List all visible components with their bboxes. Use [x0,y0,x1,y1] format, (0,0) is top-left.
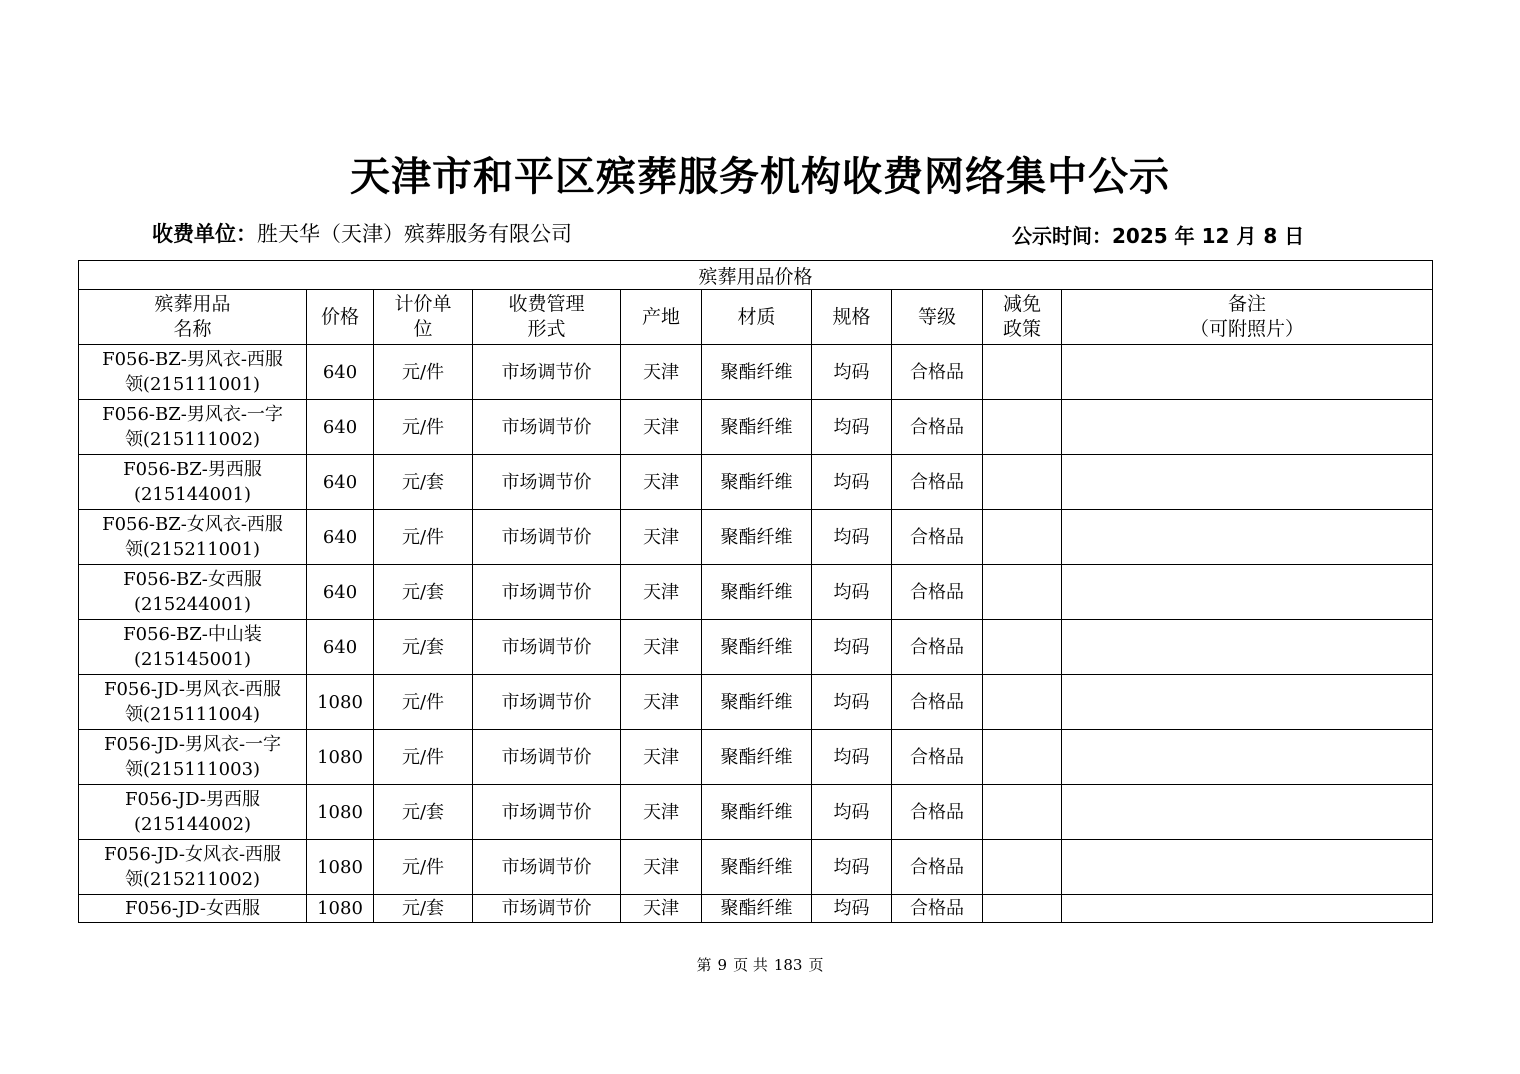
cell-grade: 合格品 [892,345,983,400]
cell-unit: 元/套 [374,785,473,840]
table-row [79,620,1433,675]
cell-name: F056-BZ-男风衣-西服 领(215111001) [79,345,307,400]
cell-spec: 均码 [812,895,892,923]
cell-spec: 均码 [812,675,892,730]
cell-mgmt: 市场调节价 [473,455,621,510]
charging-unit-name: 胜天华（天津）殡葬服务有限公司 [257,222,572,246]
cell-origin: 天津 [621,840,702,895]
cell-name: F056-JD-男西服 (215144002) [79,785,307,840]
cell-spec: 均码 [812,620,892,675]
cell-remark [1062,895,1433,923]
cell-spec: 均码 [812,345,892,400]
header-exempt: 减免 政策 [983,290,1062,345]
price-table [78,260,1433,923]
cell-origin: 天津 [621,400,702,455]
cell-price: 640 [307,565,374,620]
header-origin: 产地 [621,290,702,345]
cell-material: 聚酯纤维 [702,730,812,785]
cell-price: 1080 [307,675,374,730]
header-material: 材质 [702,290,812,345]
cell-price: 1080 [307,895,374,923]
cell-exempt [983,620,1062,675]
cell-remark [1062,675,1433,730]
cell-grade: 合格品 [892,620,983,675]
cell-price: 640 [307,510,374,565]
cell-mgmt: 市场调节价 [473,785,621,840]
cell-mgmt: 市场调节价 [473,400,621,455]
publish-date-label: 公示时间： [1012,224,1112,248]
cell-exempt [983,345,1062,400]
section-title: 殡葬用品价格 [79,261,1433,290]
table-row [79,730,1433,785]
cell-material: 聚酯纤维 [702,510,812,565]
cell-grade: 合格品 [892,565,983,620]
cell-unit: 元/套 [374,620,473,675]
cell-origin: 天津 [621,510,702,565]
header-unit: 计价单 位 [374,290,473,345]
cell-spec: 均码 [812,455,892,510]
cell-grade: 合格品 [892,840,983,895]
cell-remark [1062,620,1433,675]
table-row [79,895,1433,923]
charging-unit [152,218,572,248]
cell-remark [1062,345,1433,400]
cell-mgmt: 市场调节价 [473,840,621,895]
cell-material: 聚酯纤维 [702,400,812,455]
cell-price: 1080 [307,785,374,840]
cell-name: F056-JD-女西服 [79,895,307,923]
cell-grade: 合格品 [892,895,983,923]
table-row [79,840,1433,895]
cell-remark [1062,565,1433,620]
cell-unit: 元/件 [374,510,473,565]
charging-unit-label: 收费单位： [152,222,257,246]
cell-exempt [983,675,1062,730]
cell-name: F056-JD-男风衣-西服 领(215111004) [79,675,307,730]
cell-mgmt: 市场调节价 [473,565,621,620]
cell-unit: 元/套 [374,565,473,620]
cell-name: F056-BZ-中山装 (215145001) [79,620,307,675]
page-footer: 第 9 页 共 183 页 [696,956,824,974]
cell-unit: 元/件 [374,840,473,895]
cell-material: 聚酯纤维 [702,565,812,620]
cell-remark [1062,510,1433,565]
header-grade: 等级 [892,290,983,345]
cell-material: 聚酯纤维 [702,785,812,840]
cell-price: 640 [307,455,374,510]
cell-grade: 合格品 [892,675,983,730]
cell-material: 聚酯纤维 [702,840,812,895]
cell-spec: 均码 [812,565,892,620]
cell-remark [1062,455,1433,510]
cell-remark [1062,730,1433,785]
cell-origin: 天津 [621,620,702,675]
cell-unit: 元/件 [374,675,473,730]
cell-grade: 合格品 [892,785,983,840]
total-pages: 183 [773,956,803,974]
table-row [79,675,1433,730]
cell-grade: 合格品 [892,730,983,785]
cell-mgmt: 市场调节价 [473,730,621,785]
cell-origin: 天津 [621,455,702,510]
header-remark: 备注 （可附照片） [1062,290,1433,345]
cell-exempt [983,785,1062,840]
cell-name: F056-BZ-女西服 (215244001) [79,565,307,620]
table-row [79,455,1433,510]
cell-mgmt: 市场调节价 [473,895,621,923]
table-row [79,565,1433,620]
cell-exempt [983,510,1062,565]
cell-material: 聚酯纤维 [702,620,812,675]
cell-origin: 天津 [621,785,702,840]
cell-spec: 均码 [812,840,892,895]
cell-exempt [983,565,1062,620]
header-price: 价格 [307,290,374,345]
page-title: 天津市和平区殡葬服务机构收费网络集中公示 [350,153,1170,200]
table-row [79,400,1433,455]
cell-material: 聚酯纤维 [702,345,812,400]
cell-price: 640 [307,620,374,675]
cell-material: 聚酯纤维 [702,895,812,923]
cell-exempt [983,400,1062,455]
cell-spec: 均码 [812,730,892,785]
cell-price: 640 [307,400,374,455]
cell-spec: 均码 [812,785,892,840]
cell-price: 1080 [307,730,374,785]
cell-unit: 元/件 [374,730,473,785]
cell-material: 聚酯纤维 [702,675,812,730]
column-header-row [79,290,1433,345]
table-row [79,510,1433,565]
current-page: 9 [717,956,728,974]
cell-mgmt: 市场调节价 [473,620,621,675]
cell-name: F056-BZ-女风衣-西服 领(215211001) [79,510,307,565]
cell-exempt [983,730,1062,785]
header-name: 殡葬用品 名称 [79,290,307,345]
cell-unit: 元/套 [374,455,473,510]
table-row [79,785,1433,840]
cell-name: F056-BZ-男风衣-一字 领(215111002) [79,400,307,455]
cell-spec: 均码 [812,400,892,455]
cell-grade: 合格品 [892,400,983,455]
cell-exempt [983,840,1062,895]
cell-exempt [983,455,1062,510]
cell-origin: 天津 [621,675,702,730]
cell-price: 1080 [307,840,374,895]
header-spec: 规格 [812,290,892,345]
cell-mgmt: 市场调节价 [473,675,621,730]
cell-exempt [983,895,1062,923]
cell-origin: 天津 [621,345,702,400]
cell-grade: 合格品 [892,455,983,510]
cell-name: F056-BZ-男西服 (215144001) [79,455,307,510]
cell-origin: 天津 [621,730,702,785]
cell-origin: 天津 [621,895,702,923]
publish-date-value: 2025 年 12 月 8 日 [1112,224,1305,248]
cell-remark [1062,840,1433,895]
publish-date [1012,220,1304,249]
cell-grade: 合格品 [892,510,983,565]
cell-mgmt: 市场调节价 [473,510,621,565]
cell-remark [1062,785,1433,840]
cell-name: F056-JD-女风衣-西服 领(215211002) [79,840,307,895]
cell-unit: 元/件 [374,345,473,400]
table-row [79,345,1433,400]
header-mgmt: 收费管理 形式 [473,290,621,345]
cell-remark [1062,400,1433,455]
cell-name: F056-JD-男风衣-一字 领(215111003) [79,730,307,785]
cell-price: 640 [307,345,374,400]
cell-material: 聚酯纤维 [702,455,812,510]
cell-mgmt: 市场调节价 [473,345,621,400]
cell-origin: 天津 [621,565,702,620]
cell-spec: 均码 [812,510,892,565]
cell-unit: 元/件 [374,400,473,455]
cell-unit: 元/套 [374,895,473,923]
